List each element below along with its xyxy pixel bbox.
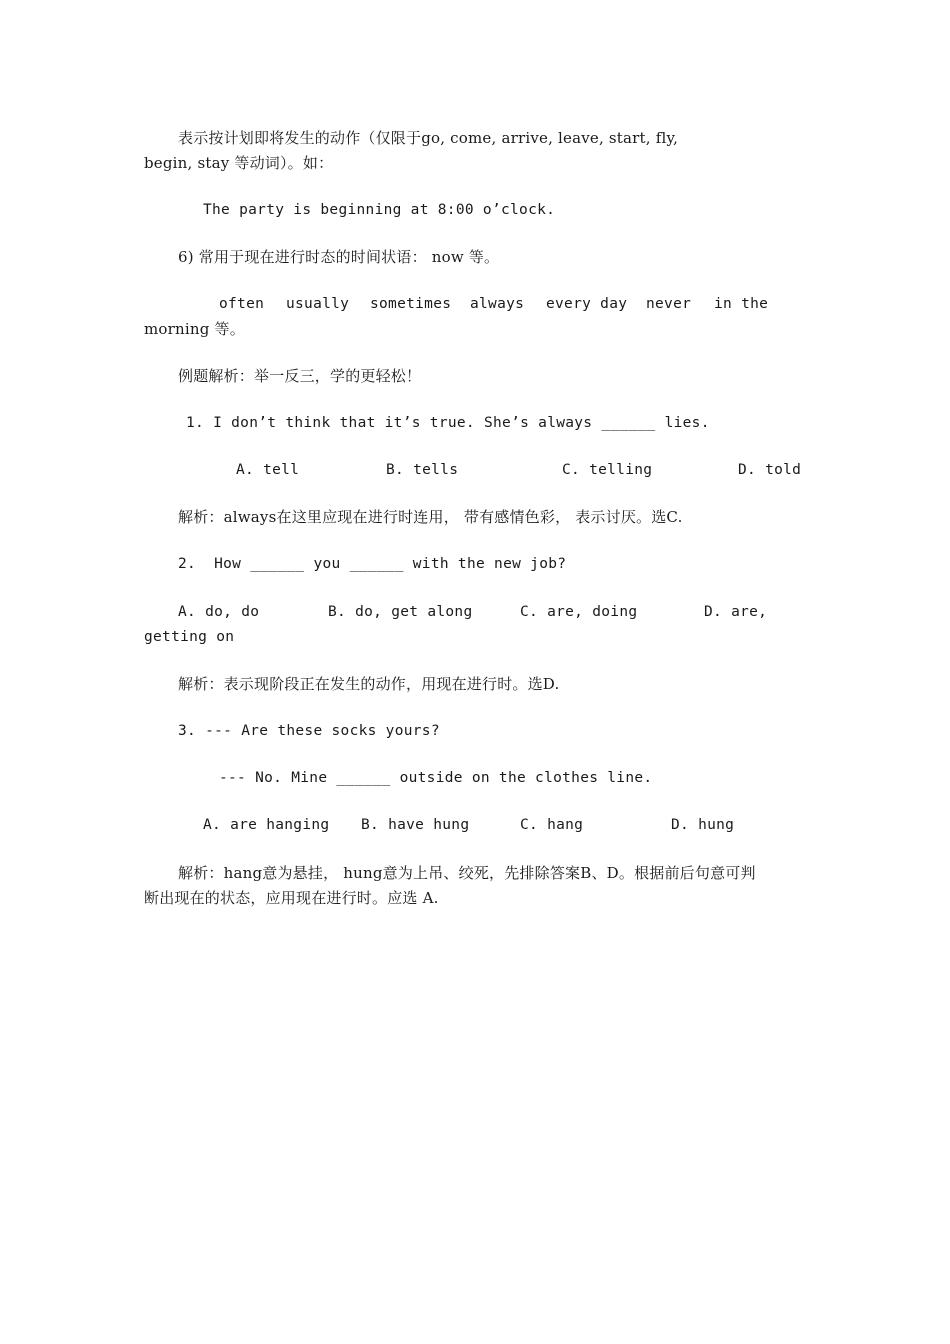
future-usage-example: The party is beginning at 8:00 o’clock. [203, 202, 556, 218]
future-usage-line-2: begin, stay 等动词）。如： [144, 154, 334, 172]
question-2-option-b: B. do, get along [328, 604, 473, 620]
adverb-every-day: every day [546, 296, 628, 312]
question-3-option-d: D. hung [671, 817, 735, 833]
question-2-analysis: 解析：表示现阶段正在发生的动作，用现在进行时。选D. [178, 675, 560, 693]
question-1-option-a: A. tell [236, 462, 300, 478]
question-3-analysis-line-2: 断出现在的状态，应用现在进行时。应选 A. [144, 889, 439, 907]
adverb-often: often [219, 296, 265, 312]
adverb-always: always [470, 296, 525, 312]
question-2-option-a: A. do, do [178, 604, 260, 620]
time-adverbials-heading: 6) 常用于现在进行时态的时间状语： now 等。 [178, 248, 500, 266]
question-1-option-b: B. tells [386, 462, 459, 478]
adverb-in-the: in the [714, 296, 769, 312]
question-2-option-d: D. are, [704, 604, 768, 620]
adverb-sometimes: sometimes [370, 296, 452, 312]
question-3-option-b: B. have hung [361, 817, 470, 833]
future-usage-line-1: 表示按计划即将发生的动作（仅限于go, come, arrive, leave, start, fly, [178, 129, 679, 147]
question-1-option-c: C. telling [562, 462, 653, 478]
question-3-analysis-line-1: 解析：hang意为悬挂， hung意为上吊、绞死，先排除答案B、D。根据前后句意可判 [178, 864, 756, 882]
adverb-never: never [646, 296, 692, 312]
question-1-option-d: D. told [738, 462, 802, 478]
question-3-stem-reply: --- No. Mine ______ outside on the clothes line. [219, 770, 653, 786]
question-3-option-a: A. are hanging [203, 817, 330, 833]
question-1-stem: 1. I don’t think that it’s true. She’s always ______ lies. [186, 415, 710, 431]
question-3-option-c: C. hang [520, 817, 584, 833]
question-1-analysis: 解析：always在这里应现在进行时连用， 带有感情色彩， 表示讨厌。选C. [178, 508, 683, 526]
adverb-usually: usually [286, 296, 350, 312]
question-2-stem: 2. How ______ you ______ with the new job? [178, 556, 567, 572]
examples-heading: 例题解析：举一反三，学的更轻松！ [178, 367, 422, 385]
question-3-stem: 3. --- Are these socks yours? [178, 723, 440, 739]
question-2-option-d-cont: getting on [144, 629, 235, 645]
question-2-option-c: C. are, doing [520, 604, 638, 620]
adverb-morning: morning 等。 [144, 320, 245, 338]
